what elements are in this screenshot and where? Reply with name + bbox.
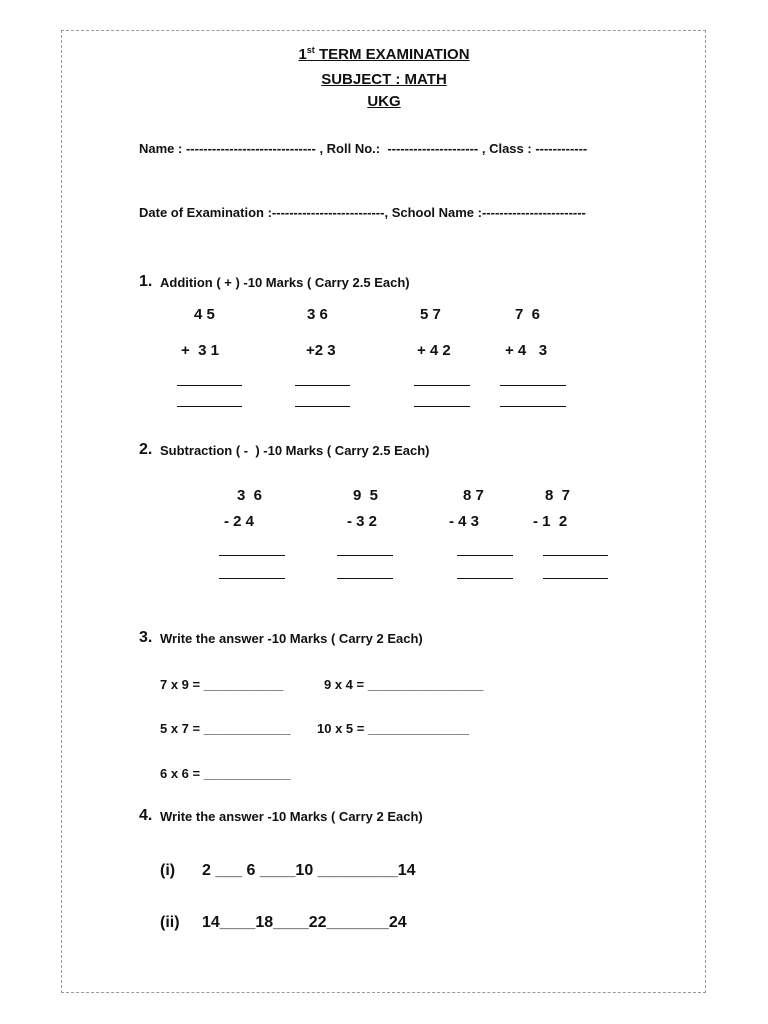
question-2-text: Subtraction ( - ) -10 Marks ( Carry 2.5 Each) xyxy=(160,443,430,458)
class-title: UKG xyxy=(367,93,401,110)
answer-line xyxy=(543,555,608,556)
sequence-label: (ii) xyxy=(160,914,180,931)
q2-bottom-number: - 1 2 xyxy=(533,513,568,530)
q2-bottom-number: - 4 3 xyxy=(449,513,480,530)
answer-line xyxy=(457,555,513,556)
answer-line xyxy=(177,385,242,386)
q2-top-number: 8 7 xyxy=(545,487,571,504)
subject-title: SUBJECT : MATH xyxy=(321,71,447,88)
q1-bottom-number: +2 3 xyxy=(306,342,336,359)
answer-line xyxy=(414,385,470,386)
sequence-label: (i) xyxy=(160,862,176,879)
exam-info-line: Date of Examination :--------------------------, School Name :------------------------ xyxy=(139,205,586,220)
q1-bottom-number: + 3 1 xyxy=(181,342,219,359)
multiplication-item: 6 x 6 = ____________ xyxy=(160,766,291,781)
answer-line xyxy=(295,406,350,407)
answer-line xyxy=(500,385,566,386)
exam-title: 1st TERM EXAMINATION xyxy=(298,45,470,63)
q1-bottom-number: + 4 2 xyxy=(417,342,451,359)
question-2-number: 2. xyxy=(139,441,153,458)
q2-bottom-number: - 2 4 xyxy=(224,513,255,530)
question-3-text: Write the answer -10 Marks ( Carry 2 Each) xyxy=(160,631,423,646)
question-3-number: 3. xyxy=(139,629,153,646)
q1-top-number: 3 6 xyxy=(307,306,328,323)
answer-line xyxy=(219,578,285,579)
q1-top-number: 4 5 xyxy=(194,306,215,323)
answer-line xyxy=(177,406,242,407)
multiplication-item: 7 x 9 = ___________ xyxy=(160,677,284,692)
answer-line xyxy=(543,578,608,579)
page-border xyxy=(61,30,706,993)
answer-line xyxy=(414,406,470,407)
answer-line xyxy=(219,555,285,556)
answer-line xyxy=(457,578,513,579)
q2-top-number: 8 7 xyxy=(463,487,484,504)
q1-top-number: 7 6 xyxy=(515,306,541,323)
number-sequence: 2 ___ 6 ____10 _________14 xyxy=(202,862,416,879)
answer-line xyxy=(295,385,350,386)
answer-line xyxy=(500,406,566,407)
answer-line xyxy=(337,555,393,556)
q1-bottom-number: + 4 3 xyxy=(505,342,548,359)
multiplication-item: 5 x 7 = ____________ xyxy=(160,721,291,736)
multiplication-item: 10 x 5 = ______________ xyxy=(317,721,470,736)
question-4-number: 4. xyxy=(139,807,153,824)
student-info-line: Name : ------------------------------ , Roll No.: --------------------- , Class : ------------ xyxy=(139,141,588,156)
q1-top-number: 5 7 xyxy=(420,306,441,323)
question-1-number: 1. xyxy=(139,273,153,290)
q2-top-number: 3 6 xyxy=(237,487,263,504)
q2-bottom-number: - 3 2 xyxy=(347,513,378,530)
question-1-text: Addition ( + ) -10 Marks ( Carry 2.5 Each) xyxy=(160,275,410,290)
multiplication-item: 9 x 4 = ________________ xyxy=(324,677,484,692)
number-sequence: 14____18____22_______24 xyxy=(202,914,407,931)
question-4-text: Write the answer -10 Marks ( Carry 2 Each) xyxy=(160,809,423,824)
q2-top-number: 9 5 xyxy=(353,487,379,504)
answer-line xyxy=(337,578,393,579)
